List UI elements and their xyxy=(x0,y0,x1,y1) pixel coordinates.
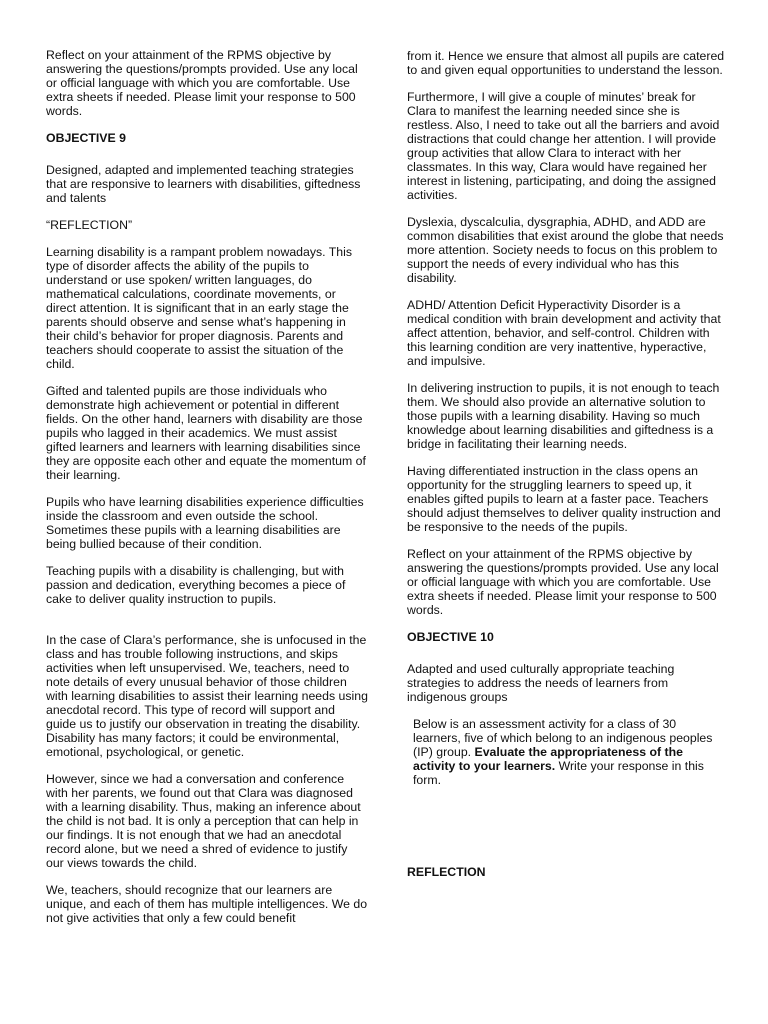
paragraph: Teaching pupils with a disability is challenging, but with passion and dedication, everything becomes a piece of cake to deliver quality instruction to pupils. xyxy=(46,564,346,606)
objective-9-description: Designed, adapted and implemented teaching strategies that are responsive to learners with disabilities, giftedness and talents xyxy=(46,163,361,205)
paragraph: In delivering instruction to pupils, it is not enough to teach them. We should also provide an alternative solution to those pupils with a learning disability. Having so much knowledge about learning disabilities and giftedness is a bridge in facilitating their learning needs. xyxy=(407,381,720,451)
objective-10-description: Adapted and used culturally appropriate teaching strategies to address the needs of learners from indigenous groups xyxy=(407,662,675,704)
assessment-tail: Write your response in this form. xyxy=(413,759,704,787)
paragraph: Gifted and talented pupils are those individuals who demonstrate high achievement or potential in different fields. On the other hand, learners with disability are those pupils who lagged in their academics. We must assist gifted learners and learners with learning disabilities since they are opposite each other and equate the momentum of their learning. xyxy=(46,384,366,482)
paragraph: Furthermore, I will give a couple of minutes’ break for Clara to manifest the learning needed since she is restless. Also, I need to take out all the barriers and avoid distractions that could change her attention. I will provide group activities that allow Clara to interact with her classmates. In this way, Clara would have regained her interest in listening, participating, and doing the assigned activities. xyxy=(407,90,720,202)
objective-10-heading: OBJECTIVE 10 xyxy=(407,630,494,644)
paragraph: ADHD/ Attention Deficit Hyperactivity Disorder is a medical condition with brain development and activity that affect attention, behavior, and self-control. Children with this learning condition are very inattentive, hyperactive, and impulsive. xyxy=(407,298,721,368)
right-column xyxy=(407,49,725,897)
instructions-text: Reflect on your attainment of the RPMS objective by answering the questions/prompts provided. Use any local or official language with which you are comfortable. Use extra sheets if needed. Please limit your response to 500 words. xyxy=(407,547,719,617)
reflection-label: “REFLECTION” xyxy=(46,218,133,232)
paragraph: Dyslexia, dyscalculia, dysgraphia, ADHD, and ADD are common disabilities that exist around the globe that needs more attention. Society needs to focus on this problem to support the needs of every individual who has this disability. xyxy=(407,215,724,285)
assessment-prompt xyxy=(407,717,725,787)
assessment-emphasis: Evaluate the appropriateness of the activity to your learners. xyxy=(413,745,683,773)
paragraph: from it. Hence we ensure that almost all pupils are catered to and given equal opportunities to understand the lesson. xyxy=(407,49,725,77)
instructions-text: Reflect on your attainment of the RPMS objective by answering the questions/prompts provided. Use any local or official language with which you are comfortable. Use extra sheets if needed. Please limit your response to 500 words. xyxy=(46,48,358,118)
paragraph: Having differentiated instruction in the class opens an opportunity for the struggling learners to speed up, it enables gifted pupils to learn at a faster pace. Teachers should adjust themselves to deliver quality instruction and be responsive to the needs of the pupils. xyxy=(407,464,721,534)
paragraph: Learning disability is a rampant problem nowadays. This type of disorder affects the ability of the pupils to understand or use spoken/ written languages, do mathematical calculations, coordinate movements, or direct attention. It is significant that in an early stage the parents should observe and sense what’s happening in their child’s behavior for proper diagnosis. Parents and teachers should cooperate to assist the situation of the child. xyxy=(46,245,352,371)
assessment-intro: Below is an assessment activity for a class of 30 learners, five of which belong to an indigenous peoples (IP) group. xyxy=(413,717,713,759)
left-column xyxy=(46,48,368,938)
objective-9-heading: OBJECTIVE 9 xyxy=(46,131,126,145)
paragraph: However, since we had a conversation and conference with her parents, we found out that Clara was diagnosed with a learning disability. Thus, making an inference about the child is not bad. It is only a perception that can help in our findings. It is not enough that we had an anecdotal record alone, but we need a shred of evidence to justify our views towards the child. xyxy=(46,772,361,870)
paragraph: In the case of Clara’s performance, she is unfocused in the class and has trouble following instructions, and skips activities when left unsupervised. We, teachers, need to note details of every unusual behavior of those children with learning disabilities to assist their learning needs using anecdotal record. This type of record will support and guide us to justify our observation in treating the disability. Disability has many factors; it could be environmental, emotional, psychological, or genetic. xyxy=(46,633,368,759)
paragraph: Pupils who have learning disabilities experience difficulties inside the classroom and even outside the school. Sometimes these pupils with a learning disabilities are being bullied because of their condition. xyxy=(46,495,364,551)
reflection-heading: REFLECTION xyxy=(407,865,486,879)
paragraph: We, teachers, should recognize that our learners are unique, and each of them has multiple intelligences. We do not give activities that only a few could benefit xyxy=(46,883,368,925)
